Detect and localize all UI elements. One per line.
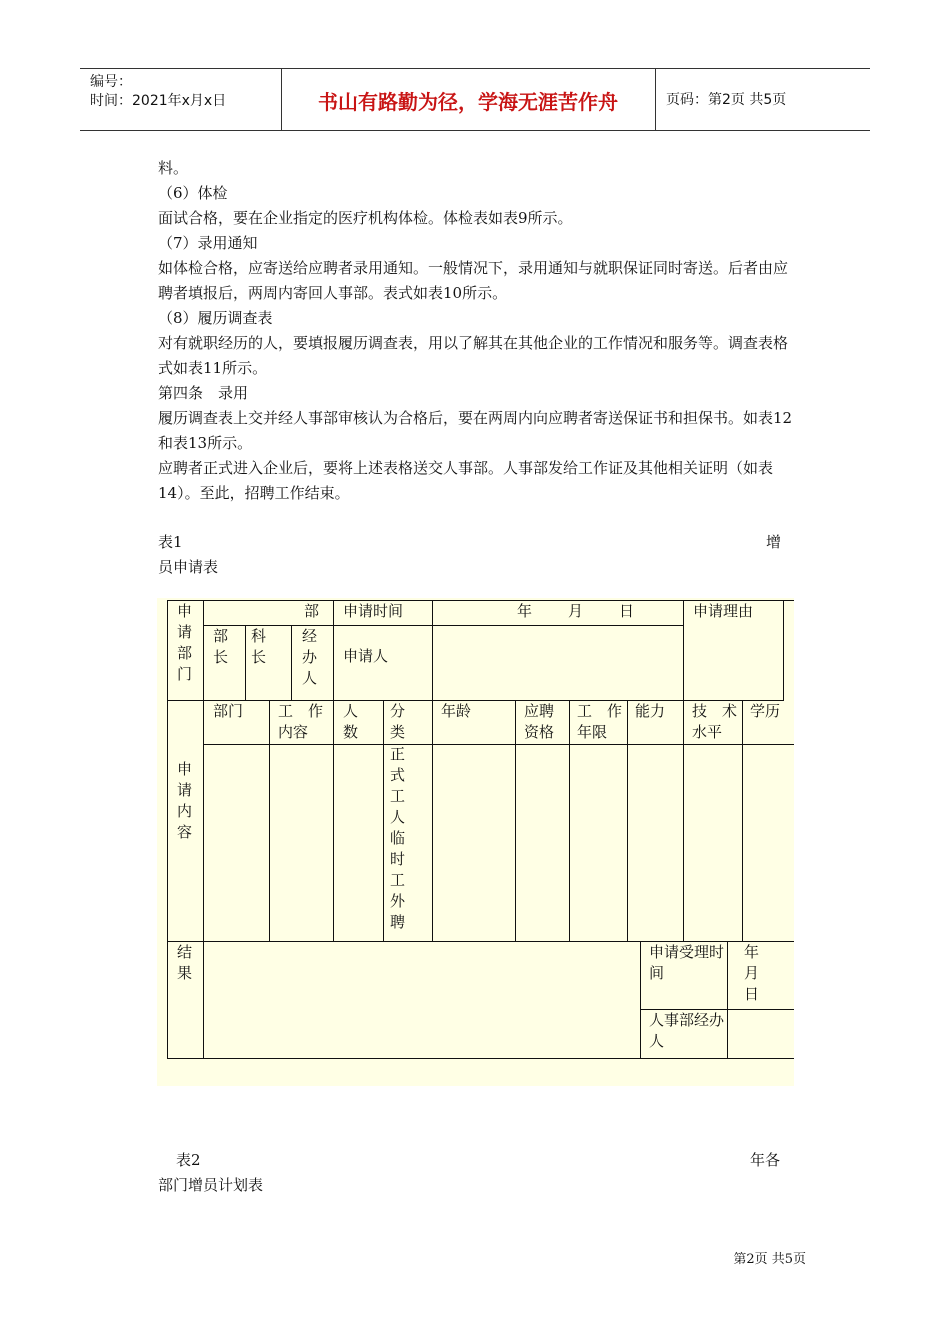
grid-line <box>683 700 684 941</box>
paragraph: 对有就职经历的人，要填报履历调查表，用以了解其在其他企业的工作情况和服务等。调查表格式如表11所示。 <box>158 334 789 377</box>
grid-line <box>245 625 246 700</box>
paragraph: 应聘者正式进入企业后，要将上述表格送交人事部。人事部发给工作证及其他相关证明（如表14）。至此，招聘工作结束。 <box>158 459 774 502</box>
grid-line <box>432 600 433 700</box>
grid-line <box>627 700 628 941</box>
grid-line <box>727 941 728 1059</box>
col-tech-level: 技 术水平 <box>692 702 738 741</box>
grid-line <box>333 700 334 941</box>
header-page-number: 页码：第2页 共5页 <box>666 92 787 108</box>
hr-agent-label: 人事部经办人 <box>649 1011 725 1050</box>
time-label: 时间：2021年x月x日 <box>90 93 227 109</box>
paragraph: 第四条 录用 <box>158 384 249 402</box>
grid-line <box>167 600 168 1059</box>
paragraph: 料。 <box>158 159 189 177</box>
paragraph: （8）履历调查表 <box>158 309 273 327</box>
col-age: 年龄 <box>441 702 472 720</box>
page-header <box>80 68 870 131</box>
col-headcount: 人数 <box>343 702 359 741</box>
grid-line <box>432 625 683 626</box>
reason-label: 申请理由 <box>693 602 754 620</box>
bu-label: 部 <box>304 602 320 620</box>
col-qualification: 应聘资格 <box>524 702 555 741</box>
grid-line <box>640 941 641 1059</box>
body-text <box>158 156 798 506</box>
table1-title: 员申请表 <box>158 558 219 576</box>
paragraph: （7）录用通知 <box>158 234 258 252</box>
grid-line <box>683 600 684 700</box>
month-label: 月 <box>568 602 584 620</box>
grid-line <box>291 625 292 700</box>
table2-title: 部门增员计划表 <box>158 1176 264 1194</box>
grid-line <box>569 700 570 941</box>
grid-line <box>783 600 784 700</box>
col-category: 分类 <box>390 702 406 741</box>
handler-label: 经办人 <box>302 627 318 687</box>
page-footer: 第2页 共5页 <box>733 1252 806 1267</box>
table1-label: 表1 <box>158 533 183 551</box>
grid-line <box>333 600 334 700</box>
col-education: 学历 <box>750 702 781 720</box>
header-motto: 书山有路勤为径，学海无涯苦作舟 <box>318 90 618 114</box>
col-work-content: 工 作内容 <box>278 702 324 741</box>
dept-head-label: 部长 <box>213 627 229 666</box>
grid-line <box>515 700 516 941</box>
category-values: 正式工人临时工外聘 <box>390 745 406 931</box>
paragraph: 如体检合格，应寄送给应聘者录用通知。一般情况下，录用通知与就职保证同时寄送。后者由应聘者填报后，两周内寄回人事部。表式如表10所示。 <box>158 259 789 302</box>
table2-label: 表2 <box>176 1151 201 1169</box>
accept-time-label: 申请受理时间 <box>649 943 725 982</box>
day-label: 日 <box>619 602 635 620</box>
grid-line <box>383 700 384 941</box>
grid-line <box>203 744 794 745</box>
grid-line <box>167 1058 794 1059</box>
grid-line <box>203 600 204 1059</box>
table1-title-right: 增 <box>766 533 782 551</box>
number-label: 编号： <box>90 74 132 90</box>
header-divider <box>655 69 656 130</box>
dept-label: 申请部门 <box>177 602 193 683</box>
paragraph: （6）体检 <box>158 184 228 202</box>
accept-date-label: 年月日 <box>744 943 760 1003</box>
table2-title-right: 年各 <box>750 1151 781 1169</box>
grid-line <box>742 700 743 941</box>
applicant-label: 申请人 <box>343 647 389 665</box>
grid-line <box>269 700 270 941</box>
section-head-label: 科长 <box>251 627 267 666</box>
col-dept: 部门 <box>213 702 244 720</box>
apply-time-label: 申请时间 <box>343 602 404 620</box>
paragraph: 履历调查表上交并经人事部审核认为合格后，要在两周内向应聘者寄送保证书和担保书。如表12和表13所示。 <box>158 409 793 452</box>
content-label: 申请内容 <box>177 760 193 841</box>
col-ability: 能力 <box>635 702 666 720</box>
paragraph: 面试合格，要在企业指定的医疗机构体检。体检表如表9所示。 <box>158 209 573 227</box>
col-work-years: 工 作年限 <box>577 702 623 741</box>
grid-line <box>432 700 433 941</box>
staff-request-table <box>157 598 794 1086</box>
header-meta <box>90 73 226 111</box>
result-label: 结果 <box>177 943 193 982</box>
year-label: 年 <box>517 602 533 620</box>
